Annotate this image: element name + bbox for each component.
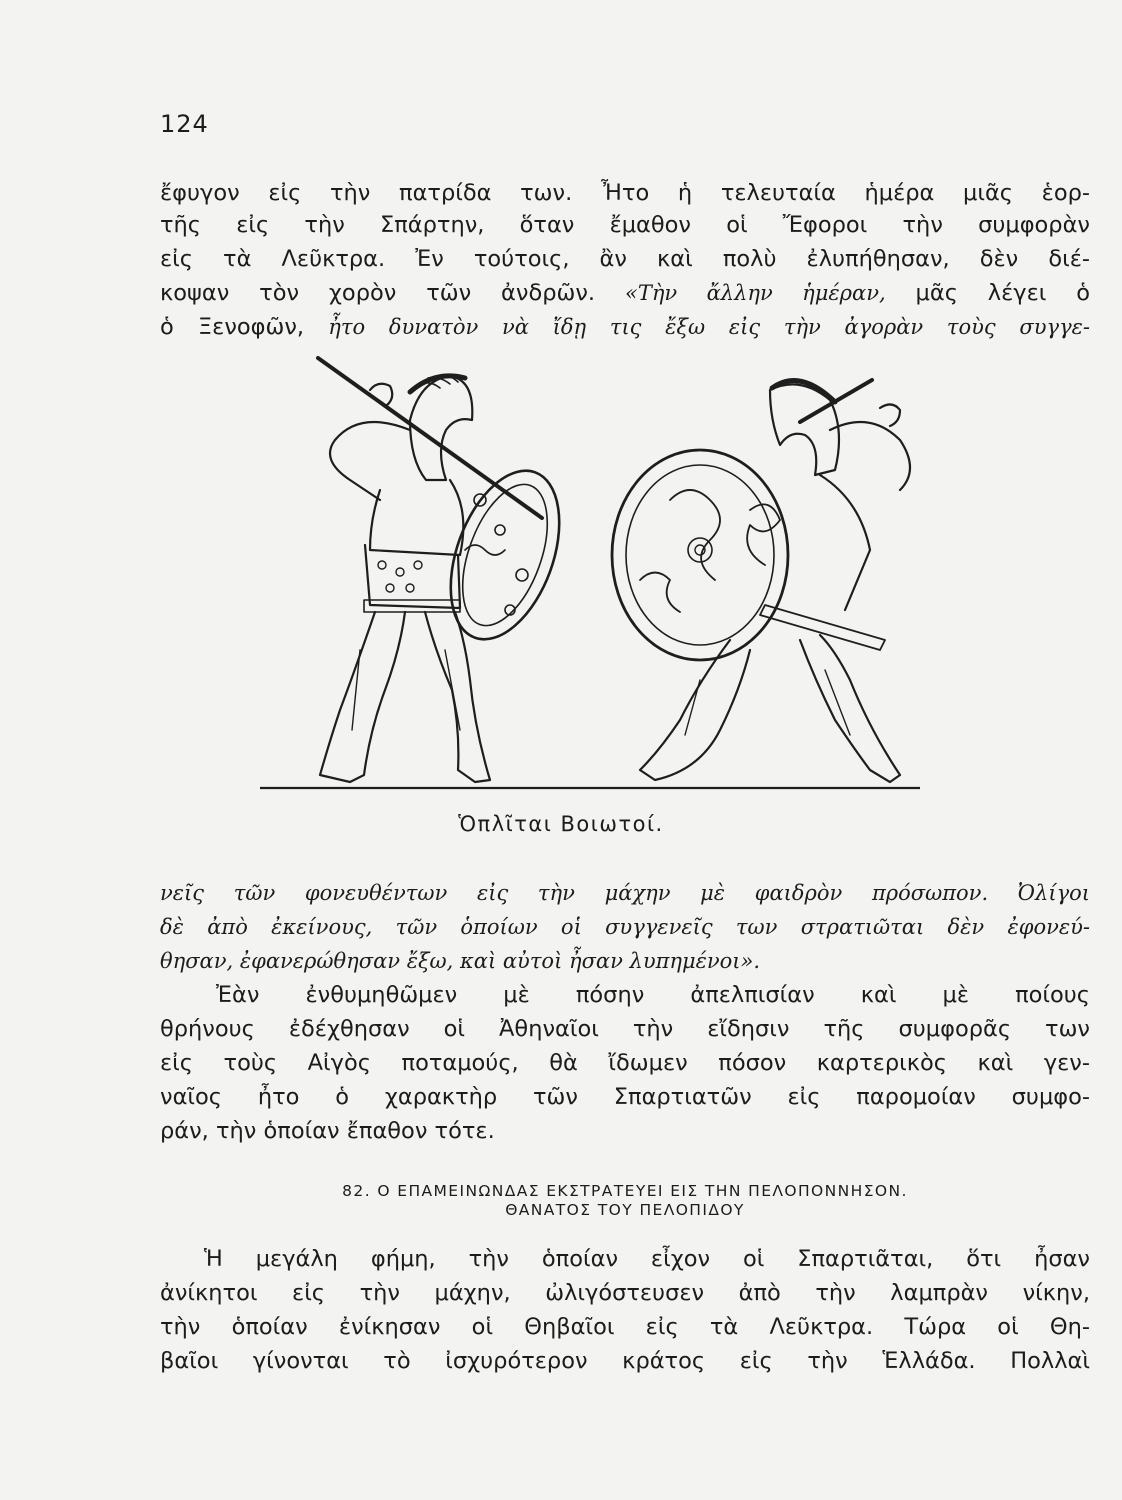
text-line: Ἡ μεγάλη φήμη, τὴν ὁποίαν εἶχον οἱ Σπαρτιᾶται, ὅτι ἦσαν xyxy=(204,1246,1090,1272)
text-segment: κοψαν τὸν χορὸν τῶν ἀνδρῶν. xyxy=(160,280,596,306)
figure-caption: Ὁπλῖται Βοιωτοί. xyxy=(458,812,664,836)
text-line: ράν, τὴν ὁποίαν ἔπαθον τότε. xyxy=(160,1118,495,1144)
text-line: ἔφυγον εἰς τὴν πατρίδα των. Ἦτο ἡ τελευταία ἡμέρα μιᾶς ἑορ- xyxy=(160,180,1090,206)
quote-segment: «Τὴν ἄλλην ἡμέραν, xyxy=(624,281,886,305)
quote-line: νεῖς τῶν φονευθέντων εἰς τὴν μάχην μὲ φαιδρὸν πρόσωπον. Ὀλίγοι xyxy=(160,881,1090,905)
text-line: εἰς τοὺς Αἰγὸς ποταμούς, θὰ ἴδωμεν πόσον καρτερικὸς καὶ γεν- xyxy=(160,1050,1090,1076)
quote-segment: ἦτο δυνατὸν νὰ ἴδῃ τις ἔξω εἰς τὴν ἀγορὰν τοὺς συγγε- xyxy=(328,315,1090,339)
right-hoplite xyxy=(612,380,910,782)
section-subheading: ΘΑΝΑΤΟΣ ΤΟΥ ΠΕΛΟΠΙΔΟΥ xyxy=(505,1201,745,1219)
text-segment: μᾶς λέγει ὁ xyxy=(915,280,1091,306)
text-segment: ὁ Ξενοφῶν, xyxy=(160,314,305,340)
text-line: τῆς εἰς τὴν Σπάρτην, ὅταν ἔμαθον οἱ Ἔφοροι τὴν συμφορὰν xyxy=(160,212,1090,238)
right-sword xyxy=(760,605,885,650)
section-heading: 82. Ο ΕΠΑΜΕΙΝΩΝΔΑΣ ΕΚΣΤΡΑΤΕΥΕΙ ΕΙΣ ΤΗΝ ΠΕΛΟΠΟΝΝΗΣΟΝ. xyxy=(342,1182,908,1200)
text-line-mixed xyxy=(160,278,1090,308)
left-hoplite xyxy=(318,358,580,782)
text-line: βαῖοι γίνονται τὸ ἰσχυρότερον κράτος εἰς τὴν Ἑλλάδα. Πολλαὶ xyxy=(160,1348,1090,1374)
text-line: ἀνίκητοι εἰς τὴν μάχην, ὠλιγόστευσεν ἀπὸ τὴν λαμπρὰν νίκην, xyxy=(160,1280,1090,1306)
page-number: 124 xyxy=(160,110,209,138)
text-line: εἰς τὰ Λεῦκτρα. Ἐν τούτοις, ἂν καὶ πολὺ ἐλυπήθησαν, δὲν διέ- xyxy=(160,246,1090,272)
text-line: θρήνους ἐδέχθησαν οἱ Ἀθηναῖοι τὴν εἴδησιν τῆς συμφορᾶς των xyxy=(160,1016,1090,1042)
text-line: ναῖος ἦτο ὁ χαρακτὴρ τῶν Σπαρτιατῶν εἰς παρομοίαν συμφο- xyxy=(160,1084,1090,1110)
quote-line: δὲ ἀπὸ ἐκείνους, τῶν ὁποίων οἱ συγγενεῖς των στρατιῶται δὲν ἐφονεύ- xyxy=(160,915,1090,939)
text-line-mixed xyxy=(160,312,1090,342)
quote-line: θησαν, ἐφανερώθησαν ἔξω, καὶ αὐτοὶ ἦσαν λυπημένοι». xyxy=(160,949,761,973)
text-line: τὴν ὁποίαν ἐνίκησαν οἱ Θηβαῖοι εἰς τὰ Λεῦκτρα. Τώρα οἱ Θη- xyxy=(160,1314,1090,1340)
hoplites-illustration xyxy=(260,350,920,800)
text-line: Ἐὰν ἐνθυμηθῶμεν μὲ πόσην ἀπελπισίαν καὶ μὲ ποίους xyxy=(216,982,1090,1008)
